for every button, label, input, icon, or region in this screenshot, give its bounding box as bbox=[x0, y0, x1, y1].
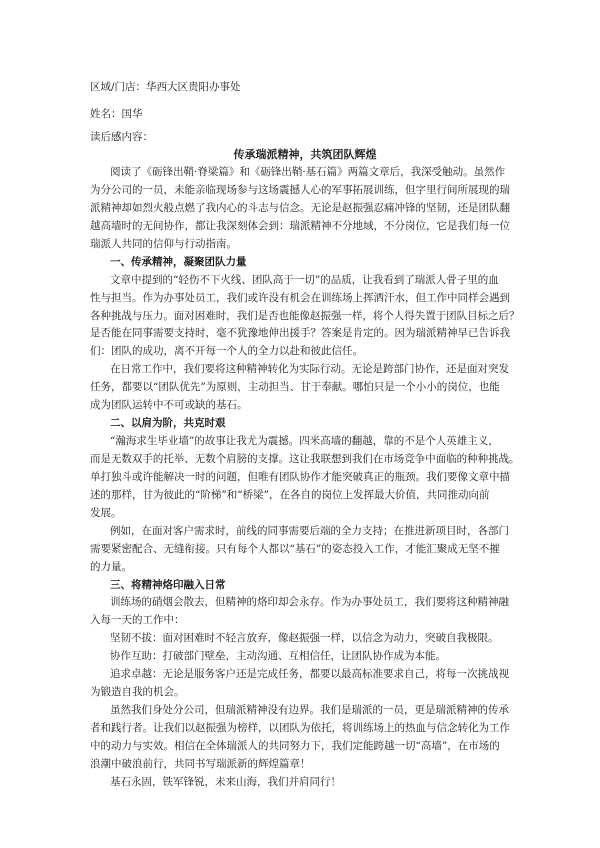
body-line: 为锻造自我的机会。 bbox=[90, 686, 185, 698]
body-line: 派精神却如烈火般点燃了我内心的斗志与信念。无论是赵振强忍痛冲锋的坚韧，还是团队翻 bbox=[90, 202, 510, 214]
body-line: 性与担当。作为办事处员工，我们或许没有机会在训练场上挥洒汗水，但工作中同样会遇到 bbox=[90, 292, 510, 304]
body-line: 发展。 bbox=[90, 507, 122, 519]
body-line: 是否能在同事需要支持时，毫不犹豫地伸出援手？答案是肯定的。因为瑞派精神早已告诉我 bbox=[90, 327, 510, 339]
body-line: 基石永固，铁军锋锐，未来山海，我们并肩同行！ bbox=[110, 776, 341, 788]
body-line: 瑞派人共同的信仰与行动指南。 bbox=[90, 238, 237, 250]
body-line: 而是无数双手的托举、无数个肩膀的支撑。这让我联想到我们在市场竞争中面临的种种挑战。 bbox=[90, 453, 520, 465]
body-line: 越高墙时的无间协作，都让我深刻体会到：瑞派精神不分地域，不分岗位，它是我们每一位 bbox=[90, 220, 510, 232]
body-line: 述的那样，甘为彼此的“阶梯”和“桥梁”，在各自的岗位上发挥最大价值，共同推动向前 bbox=[90, 489, 490, 501]
name-line: 姓名：国华 bbox=[90, 108, 143, 120]
section-heading: 一、传承精神，凝聚团队力量 bbox=[110, 256, 247, 268]
section-heading: 二、以肩为阶，共克时艰 bbox=[110, 417, 226, 429]
body-line: 任务，都要以“团队优先”为原则，主动担当、甘于奉献。哪怕只是一个小小的岗位，也能 bbox=[90, 381, 500, 393]
body-line: 协作互助：打破部门壁垒，主动沟通、互相信任，让团队协作成为本能。 bbox=[110, 650, 446, 662]
body-line: 虽然我们身处分公司，但瑞派精神没有边界。我们是瑞派的一员，更是瑞派精神的传承 bbox=[110, 704, 509, 716]
body-line: 阅读了《砺锋出鞘·脊梁篇》和《砺锋出鞘·基石篇》两篇文章后，我深受触动。虽然作 bbox=[110, 166, 506, 178]
body-line: 入每一天的工作中： bbox=[90, 614, 185, 626]
region-line: 区域/门店：华西大区贵阳办事处 bbox=[90, 81, 241, 93]
section-heading: 三、将精神烙印融入日常 bbox=[110, 579, 226, 591]
body-line: 文章中提到的“轻伤不下火线、团队高于一切”的品质，让我看到了瑞派人骨子里的血 bbox=[110, 274, 499, 286]
body-line: 成为团队运转中不可或缺的基石。 bbox=[90, 399, 248, 411]
body-line: 者和践行者。让我们以赵振强为榜样，以团队为依托，将训练场上的热血与信念转化为工作 bbox=[90, 722, 510, 734]
body-line: 在日常工作中，我们要将这种精神转化为实际行动。无论是跨部门协作，还是面对突发 bbox=[110, 363, 509, 375]
body-line: 训练场的硝烟会散去，但精神的烙印却会永存。作为办事处员工，我们要将这种精神融 bbox=[110, 596, 509, 608]
body-line: 浪潮中破浪前行，共同书写瑞派新的辉煌篇章！ bbox=[90, 758, 311, 770]
body-line: 单打独斗或许能解决一时的问题，但唯有团队协作才能突破真正的瓶颈。我们要像文章中描 bbox=[90, 471, 510, 483]
body-line: 中的动力与实效。相信在全体瑞派人的共同努力下，我们定能跨越一切“高墙”，在市场的 bbox=[90, 740, 500, 752]
body-line: 坚韧不拔：面对困难时不轻言放弃，像赵振强一样，以信念为动力，突破自我极限。 bbox=[110, 632, 499, 644]
body-line: 需要紧密配合、无缝衔接。只有每个人都以“基石”的姿态投入工作，才能汇聚成无坚不摧 bbox=[90, 543, 500, 555]
body-line: 们：团队的成功，离不开每一个人的全力以赴和彼此信任。 bbox=[90, 345, 363, 357]
content-label: 读后感内容： bbox=[90, 131, 153, 143]
body-line: 各种挑战与压力。面对困难时，我们是否也能像赵振强一样，将个人得失置于团队目标之后？ bbox=[90, 310, 520, 322]
body-line: 追求卓越：无论是服务客户还是完成任务，都要以最高标准要求自己，将每一次挑战视 bbox=[110, 668, 509, 680]
article-title: 传承瑞派精神，共筑团队辉煌 bbox=[233, 148, 377, 161]
body-line: “瀚海求生毕业墙”的故事让我尤为震撼。四米高墙的翻越，靠的不是个人英雄主义， bbox=[110, 435, 499, 447]
body-line: 的力量。 bbox=[90, 561, 132, 573]
body-line: 为分公司的一员，未能亲临现场参与这场震撼人心的军事拓展训练，但字里行间所展现的瑞 bbox=[90, 184, 510, 196]
body-line: 例如，在面对客户需求时，前线的同事需要后端的全力支持；在推进新项目时，各部门 bbox=[110, 525, 509, 537]
